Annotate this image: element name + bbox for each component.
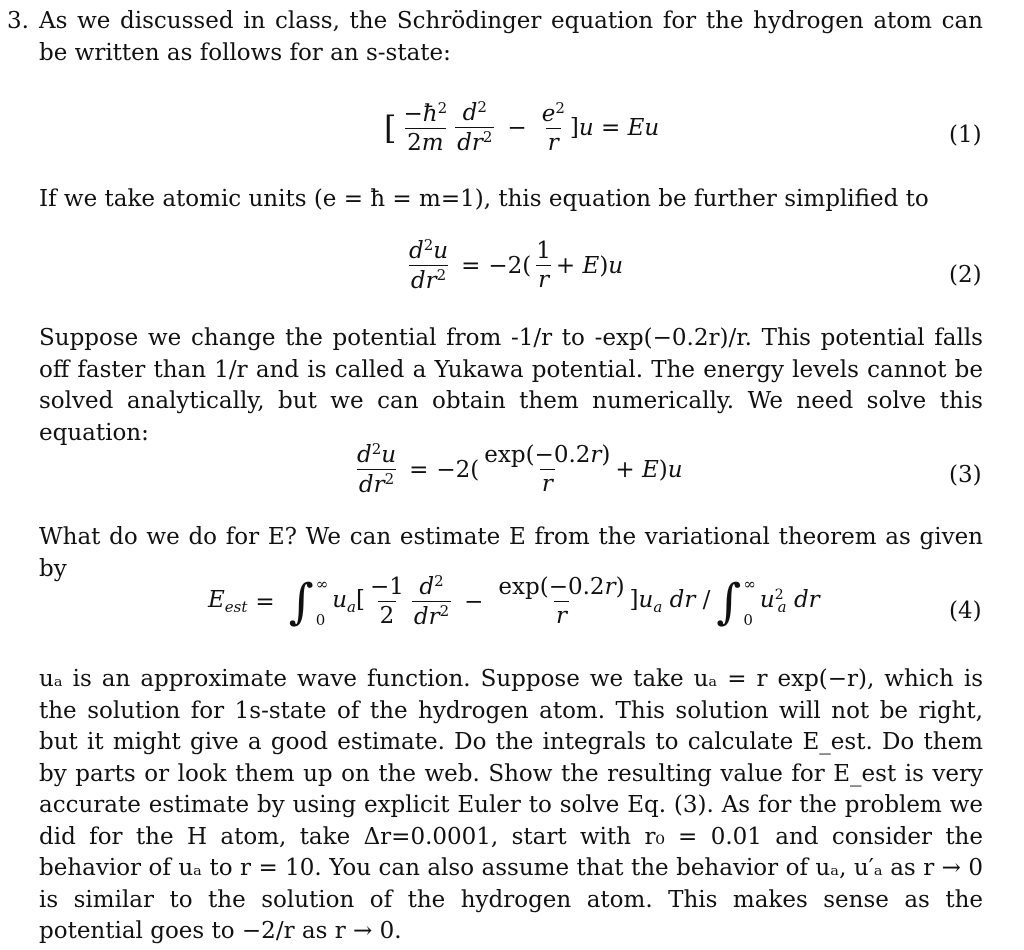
yukawa-paragraph: Suppose we change the potential from -1/r to -exp(−0.2r)/r. This potential falls off faster than 1/r and is called a Yukawa potential. The energy levels cannot be solved analytically, but we can obtain them numerically. We need solve this equation:	[39, 325, 983, 446]
equation-2-body: $\frac{d^2u}{dr^2}$ = −2( $\frac{1}{r}$ + E)u	[409, 236, 624, 295]
intro-paragraph	[7, 6, 983, 69]
equation-1-body: [ $\frac{-ħ^2}{2m}$ $\frac{d^2}{dr^2}$ − $\frac{e^2}{r}$ ]u = Eu	[384, 98, 660, 157]
equation-1-label: (1)	[949, 122, 982, 148]
equation-4	[0, 574, 1024, 654]
variational-line: What do we do for E? We can estimate E from the variational theorem as given by	[39, 524, 983, 582]
equation-1	[0, 96, 1024, 176]
problem-number: 3.	[7, 8, 29, 34]
atomic-units-line: If we take atomic units (e = ħ = m=1), this equation be further simplified to	[39, 186, 929, 212]
equation-2	[0, 236, 1024, 316]
intro-text: As we discussed in class, the Schrödinger equation for the hydrogen atom can be written as follows for an s-state:	[39, 8, 983, 66]
final-paragraph: uₐ is an approximate wave function. Suppose we take uₐ = r exp(−r), which is the solution for 1s-state of the hydrogen atom. This solution will not be right, but it might give a good estimate. Do the integrals to calculate E_est. Do them by parts or look them up on the web. Show the resulting value for E_est is very accurate estimate by using explicit Euler to solve Eq. (3). As for the problem we did for the H atom, take Δr=0.0001, start with r₀ = 0.01 and consider the behavior of uₐ to r = 10. You can also assume that the behavior of uₐ, u′ₐ as r → 0 is similar to the solution of the hydrogen atom. This makes sense as the potential goes to −2/r as r → 0.	[39, 666, 983, 944]
equation-3-body: $\frac{d^2u}{dr^2}$ = −2( $\frac{\exp(-0.2r)}{r}$ + E)u	[357, 440, 683, 499]
equation-3	[0, 440, 1024, 520]
equation-2-label: (2)	[949, 262, 982, 288]
equation-3-label: (3)	[949, 462, 982, 488]
equation-4-body: $E_{est}$ = ∫ ∞ 0 $u_a$[ $\frac{-1}{2}$ $\frac{d^2}{dr^2}$ − $\frac{\exp(-0.2r)}{r}$ ]$u_a$ dr / ∫ ∞ 0 $u^2_a$ dr	[208, 572, 820, 631]
equation-4-label: (4)	[949, 598, 982, 624]
